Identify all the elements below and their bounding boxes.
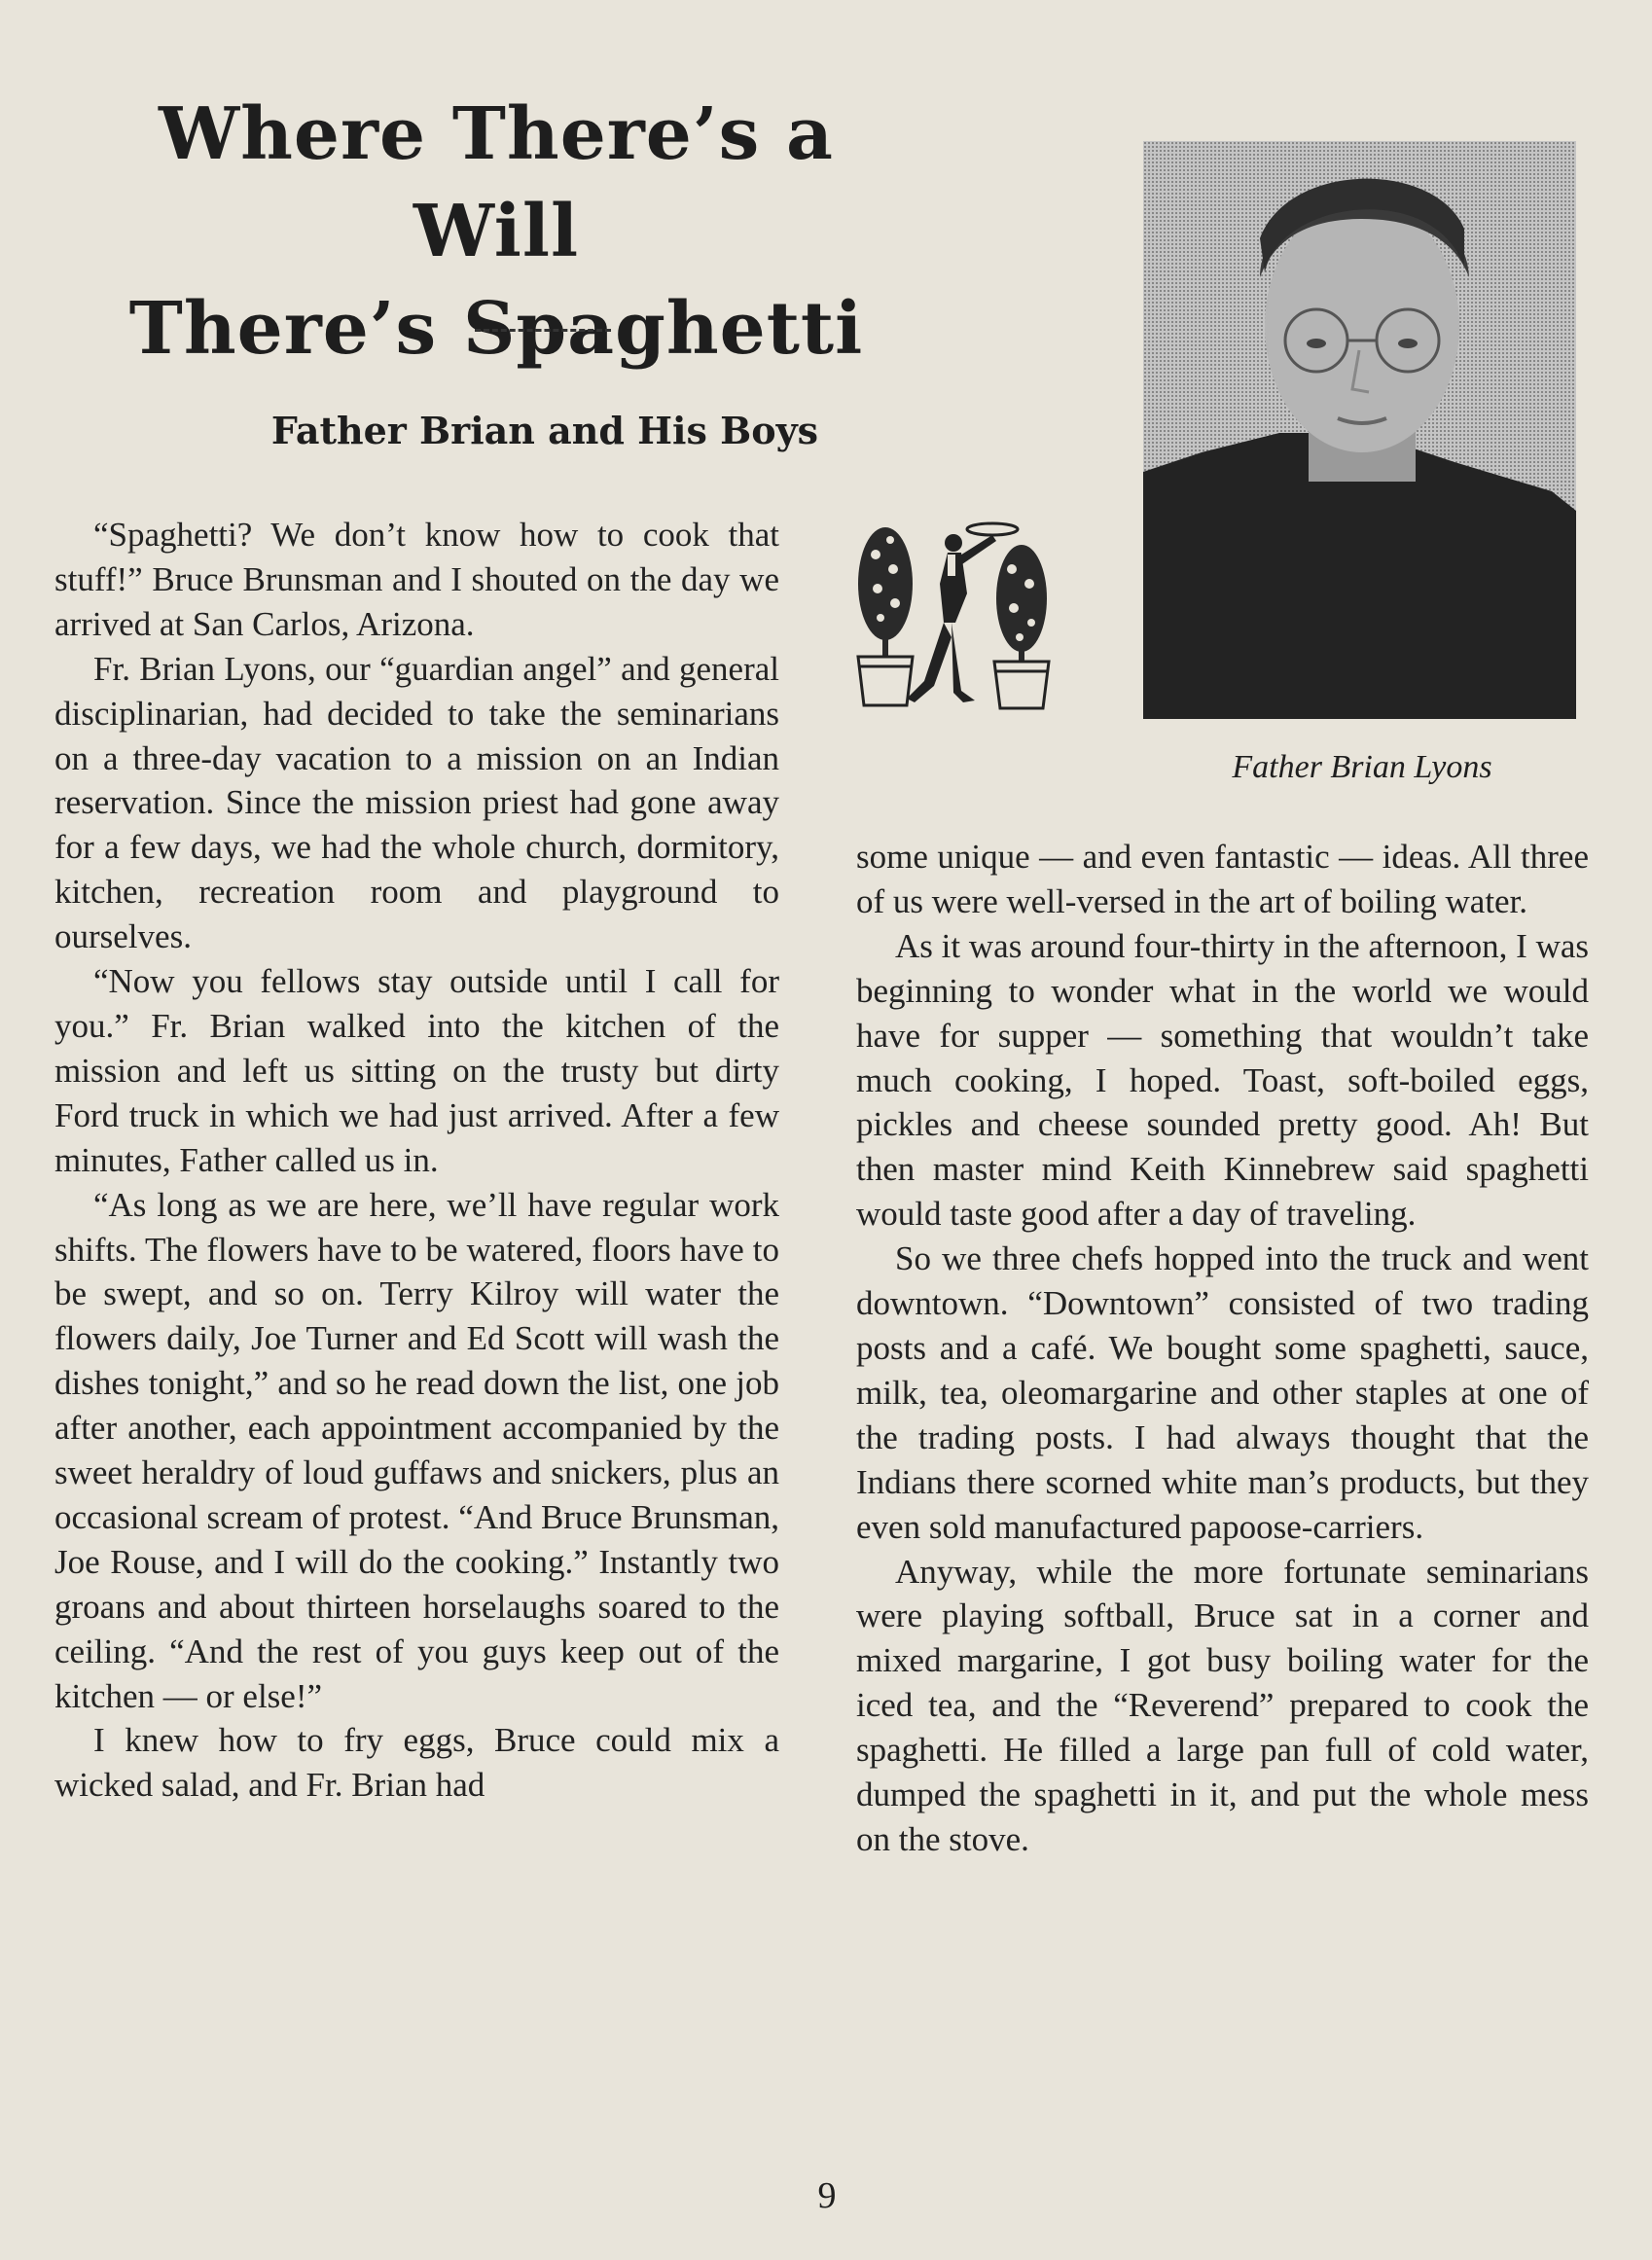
article-title	[78, 86, 915, 377]
paragraph: “Now you fellows stay outside until I call for you.” Fr. Brian walked into the kitchen of the mission and left us sitting on the trusty but dirty Ford truck in which we had just arrived. After a few minutes, Father called us in.	[54, 962, 779, 1179]
portrait-photo	[1143, 141, 1576, 719]
photo-caption: Father Brian Lyons	[1232, 749, 1492, 785]
paragraph: So we three chefs hopped into the truck and went downtown. “Downtown” consisted of two trading posts and a café. We bought some spaghetti, sauce, milk, tea, oleomargarine and other staples at one of the trading posts. I had always thought that the Indians there scorned white man’s products, but they even sold manufactured papoose-carriers.	[856, 1239, 1589, 1546]
column-right	[856, 835, 1589, 1862]
paragraph: Fr. Brian Lyons, our “guardian angel” and general disciplinarian, had decided to take the seminarians on a three-day vacation to a mission on an Indian reservation. Since the mission priest had gone away for a few days, we had the whole church, dormitory, kitchen, recreation room and playground to ourselves.	[54, 649, 779, 956]
column-left	[54, 513, 779, 1808]
paragraph: some unique — and even fantastic — ideas. All three of us were well-versed in the art of boiling water.	[856, 838, 1589, 920]
paragraph: I knew how to fry eggs, Bruce could mix a wicked salad, and Fr. Brian had	[54, 1721, 779, 1805]
page-number: 9	[817, 2175, 837, 2216]
paragraph: “As long as we are here, we’ll have regular work shifts. The flowers have to be watered, floors have to be swept, and so on. Terry Kilroy will water the flowers daily, Joe Turner and Ed Scott will wash the dishes tonight,” and so he read down the list, one job after another, each appointment accompanied by the sweet heraldry of loud guffaws and snickers, plus an occasional scream of protest. “And Bruce Brunsman, Joe Rouse, and I will do the cooking.” Instantly two groans and about thirteen horselaughs soared to the ceiling. “And the rest of you guys keep out of the kitchen — or else!”	[54, 1185, 779, 1715]
portrait-figure	[1143, 141, 1576, 719]
paragraph: “Spaghetti? We don’t know how to cook that stuff!” Bruce Brunsman and I shouted on the day we arrived at San Carlos, Arizona.	[54, 516, 779, 643]
paragraph: As it was around four-thirty in the afternoon, I was beginning to wonder what in the world we would have for supper — something that wouldn’t take much cooking, I hoped. Toast, soft-boiled eggs, pickles and cheese sounded pretty good. Ah! But then master mind Keith Kinnebrew said spaghetti would taste good after a day of traveling.	[856, 926, 1589, 1234]
paragraph: Anyway, while the more fortunate seminarians were playing softball, Bruce sat in a corner and mixed margarine, I got busy boiling water for the iced tea, and the “Reverend” prepared to cook the spaghetti. He filled a large pan full of cold water, dumped the spaghetti in it, and put the whole mess on the stove.	[856, 1552, 1589, 1858]
title-divider	[475, 329, 611, 332]
title-line-1: Where There’s a Will	[159, 92, 834, 273]
title-line-2: There’s Spaghetti	[128, 287, 864, 371]
article-subtitle: Father Brian and His Boys	[270, 409, 819, 452]
waiter-illustration	[846, 516, 1060, 720]
